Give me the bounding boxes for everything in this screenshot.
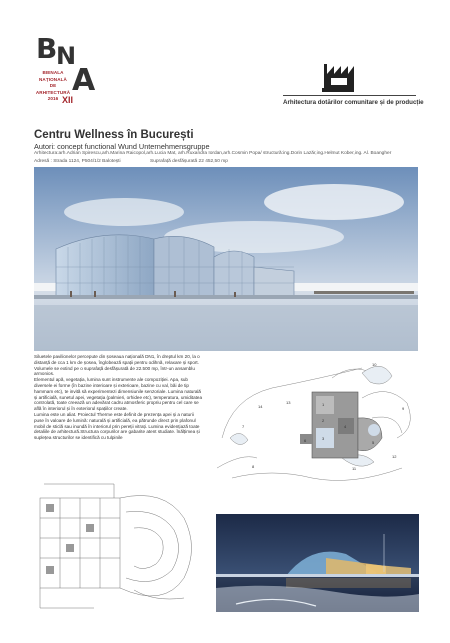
logo-letter-b: B — [36, 32, 58, 65]
bienala-line: ARHITECTURĂ — [35, 89, 71, 95]
site-label: 10 — [372, 362, 377, 367]
section-title: Arhitectura dotărilor comunitare și de producție — [283, 99, 424, 106]
site-label: 11 — [352, 466, 357, 471]
night-exterior-photo — [216, 514, 419, 612]
site-label: 8 — [252, 464, 255, 469]
site-label: 4 — [344, 424, 347, 429]
site-label: 3 — [322, 436, 325, 441]
site-label: 6 — [304, 438, 307, 443]
bienala-line: 2016 — [47, 96, 59, 102]
site-label: 1 — [322, 402, 325, 407]
floor-plan-drawing — [34, 478, 204, 618]
project-architects: Arhitectura:arh.Adrian Spirescu,arh.Marina Raicopol,arh.Lucia Mat, arh.Ruxandra Iordan,arh.Cosmin Popa/ structură:ing.Dorin Lazăr,ing.Helmut Kober,ing. Al. Boangher — [34, 151, 392, 156]
description-paragraph: Siluetele pavilionelor percepute din șoseaua națională DN1, în dreptul km 20, la o distanță de cca 1 km de șosea, înglobează spații pentru odihnă, relaxare și sport. Volumele se extind pe o suprafață desfășurată de 22.500 mp, într-un ansamblu armonios. — [34, 354, 200, 377]
project-authors: Autori: concept functional Wund Unternehmensgruppe — [34, 142, 210, 151]
site-label: 13 — [286, 400, 291, 405]
logo-letter-n: N — [56, 42, 77, 70]
site-label: 7 — [242, 424, 245, 429]
site-label: 14 — [258, 404, 263, 409]
logo-letter-a: A — [72, 63, 96, 98]
project-address: Adresă : Strada 1124, P504/1/2 Balotești — [34, 159, 121, 164]
exterior-winter-photo — [34, 167, 418, 351]
project-title: Centru Wellness în București — [34, 129, 194, 141]
site-plan-drawing — [212, 358, 422, 492]
project-description — [34, 354, 202, 441]
section-divider — [283, 95, 416, 96]
site-label: 2 — [322, 418, 325, 423]
bienala-line: NAȚIONALĂ — [39, 76, 67, 82]
site-label: 12 — [392, 454, 397, 459]
bienala-line: BIENALA — [42, 70, 64, 75]
description-paragraph: Lumina este un aliat. Proiectul Therme este definit de prezența apei și a naturii puse în valoare de lumină: naturală și artificială, ea pătrunde direct prin plafonul mobil de sticlă sau inundă în interiorul prin pereții vitrați. Lumina evidențiază toate detaliile de arhitectură.Structura corpurilor are gabarite atent studiate. Înălțimea și suplețea structurilor se identifică cu tulpinile — [34, 411, 200, 441]
edition-number: XII — [62, 95, 74, 105]
bienala-line: DE — [49, 83, 57, 89]
factory-icon — [322, 60, 354, 95]
site-label: 9 — [402, 406, 405, 411]
description-paragraph: Elementul apă, vegetația, lumina sunt instrumente ale compoziției. Apa, sub diversele ei forme (în bazine interioare și exterioare, bazine cu val, băi de tip hammam etc), te invită să experimentezi dimensiunile senzoriale. Lumina naturală și artificială, sunetul apei, vegetația (palmieri, orhidee etc), temperatura, umiditatea controlată, toate creează un adevărat cadru atmosferic propriu pentru cel care se află în interiorul și în exteriorul spațiilor create. — [34, 377, 203, 412]
site-label: 5 — [372, 440, 375, 445]
project-area: Suprafață desfășurată 22 452,50 mp — [150, 159, 228, 164]
